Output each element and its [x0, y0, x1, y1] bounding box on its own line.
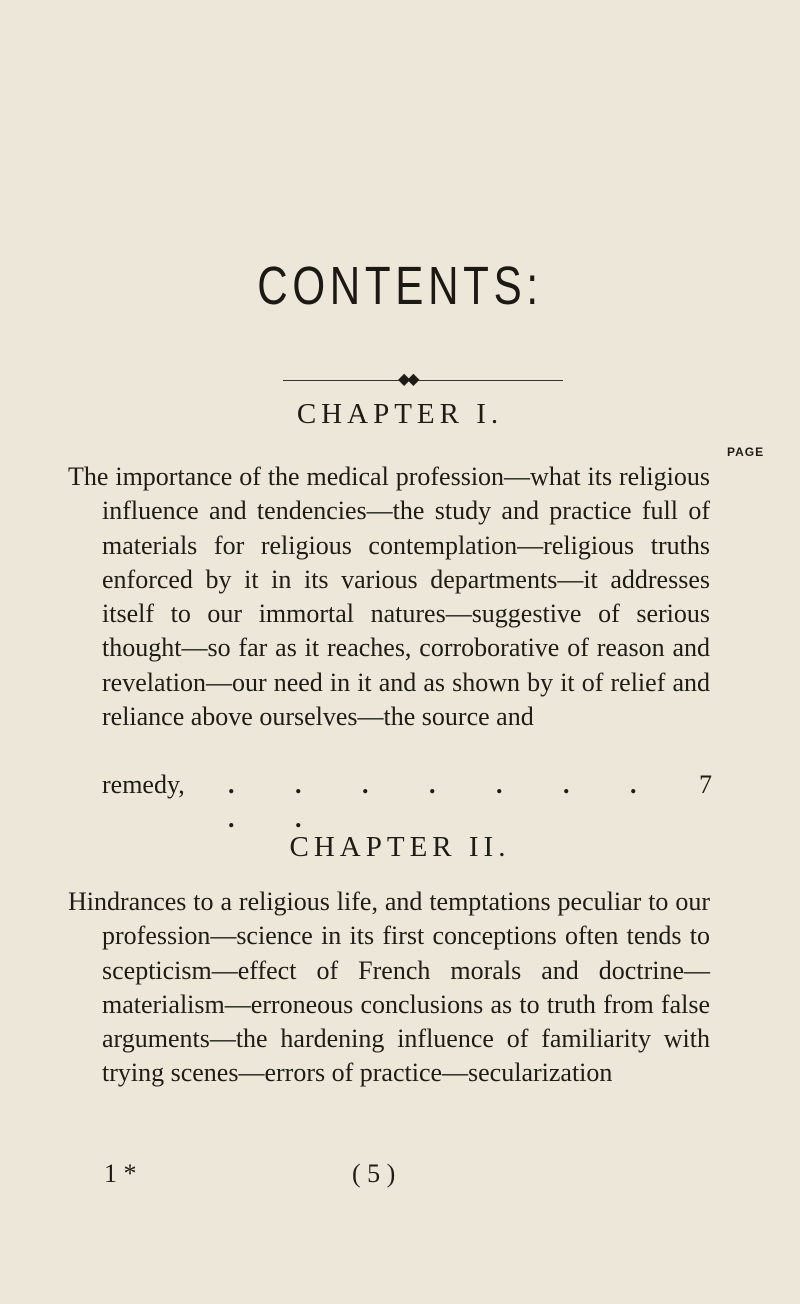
- divider-ornament: ◆◆: [398, 369, 417, 388]
- page-folio: ( 5 ): [352, 1159, 396, 1188]
- chapter-2-heading: CHAPTER II.: [289, 831, 511, 863]
- chapter-1-heading: CHAPTER I.: [296, 398, 504, 430]
- chapter-2-summary: Hindrances to a religious life, and temptations peculiar to our profession—science in its first conceptions often tends to scepticism—effect of French morals and doctrine—materialism—erroneous conclusions as to truth from false arguments—the hardening influence of familiarity with trying scenes—errors of practice—secularization: [68, 887, 710, 1088]
- title-divider-rule: [283, 380, 563, 381]
- signature-mark: 1 *: [104, 1159, 137, 1188]
- chapter-1-summary: The importance of the medical profession—what its religious influence and tendencies—the study and practice full of materials for religious contemplation—religious truths enforced by it in its various departments—it addresses itself to our immortal natures—suggestive of serious thought—so far as it reaches, corroborative of reason and revelation—our need in it and as shown by it of relief and reliance above ourselves—the source and: [68, 462, 710, 732]
- page-title: CONTENTS:: [257, 256, 543, 316]
- chapter-1-page-number: 7: [699, 770, 712, 799]
- page-column-label: PAGE: [727, 445, 765, 459]
- chapter-1-dot-leaders: . . . . . . . . .: [228, 770, 664, 833]
- chapter-1-last-word: remedy,: [102, 770, 185, 799]
